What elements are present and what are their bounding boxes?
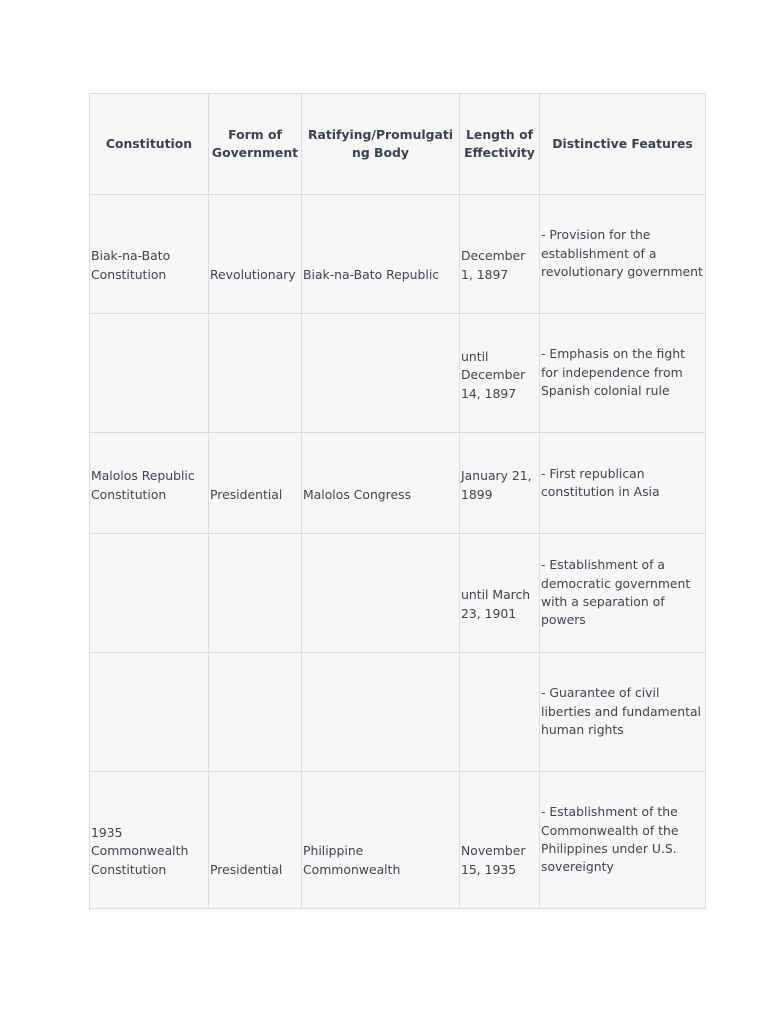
table-row xyxy=(90,195,706,314)
cell-ratifying-body xyxy=(302,534,460,653)
cell-length-of-effectivity: until December 14, 1897 xyxy=(460,314,540,433)
cell-distinctive-features: - Emphasis on the fight for independence from Spanish colonial rule xyxy=(540,314,706,433)
cell-length-of-effectivity: November 15, 1935 xyxy=(460,772,540,909)
cell-constitution xyxy=(90,534,209,653)
table-header-row xyxy=(90,94,706,195)
table-row xyxy=(90,534,706,653)
cell-ratifying-body: Philippine Commonwealth xyxy=(302,772,460,909)
cell-ratifying-body: Biak-na-Bato Republic xyxy=(302,195,460,314)
cell-constitution: Malolos Republic Constitution xyxy=(90,433,209,534)
cell-ratifying-body xyxy=(302,653,460,772)
header-distinctive-features: Distinctive Features xyxy=(540,94,706,195)
cell-form-of-government: Presidential xyxy=(209,433,302,534)
cell-length-of-effectivity xyxy=(460,653,540,772)
header-length-of-effectivity: Length of Effectivity xyxy=(460,94,540,195)
cell-constitution: 1935 Commonwealth Constitution xyxy=(90,772,209,909)
cell-constitution xyxy=(90,314,209,433)
cell-distinctive-features: - Guarantee of civil liberties and fundamental human rights xyxy=(540,653,706,772)
cell-constitution: Biak-na-Bato Constitution xyxy=(90,195,209,314)
header-ratifying-body: Ratifying/Promulgating Body xyxy=(302,94,460,195)
table-row xyxy=(90,433,706,534)
table-row xyxy=(90,653,706,772)
cell-length-of-effectivity: until March 23, 1901 xyxy=(460,534,540,653)
table-row xyxy=(90,772,706,909)
cell-form-of-government: Revolutionary xyxy=(209,195,302,314)
cell-distinctive-features: - Establishment of a democratic government with a separation of powers xyxy=(540,534,706,653)
cell-ratifying-body: Malolos Congress xyxy=(302,433,460,534)
cell-form-of-government xyxy=(209,534,302,653)
cell-distinctive-features: - First republican constitution in Asia xyxy=(540,433,706,534)
header-constitution: Constitution xyxy=(90,94,209,195)
cell-length-of-effectivity: December 1, 1897 xyxy=(460,195,540,314)
cell-form-of-government xyxy=(209,653,302,772)
cell-ratifying-body xyxy=(302,314,460,433)
cell-length-of-effectivity: January 21, 1899 xyxy=(460,433,540,534)
cell-form-of-government: Presidential xyxy=(209,772,302,909)
cell-constitution xyxy=(90,653,209,772)
cell-distinctive-features: - Provision for the establishment of a revolutionary government xyxy=(540,195,706,314)
cell-distinctive-features: - Establishment of the Commonwealth of the Philippines under U.S. sovereignty xyxy=(540,772,706,909)
header-form-of-government: Form of Government xyxy=(209,94,302,195)
constitutions-table xyxy=(89,93,706,909)
table-row xyxy=(90,314,706,433)
cell-form-of-government xyxy=(209,314,302,433)
